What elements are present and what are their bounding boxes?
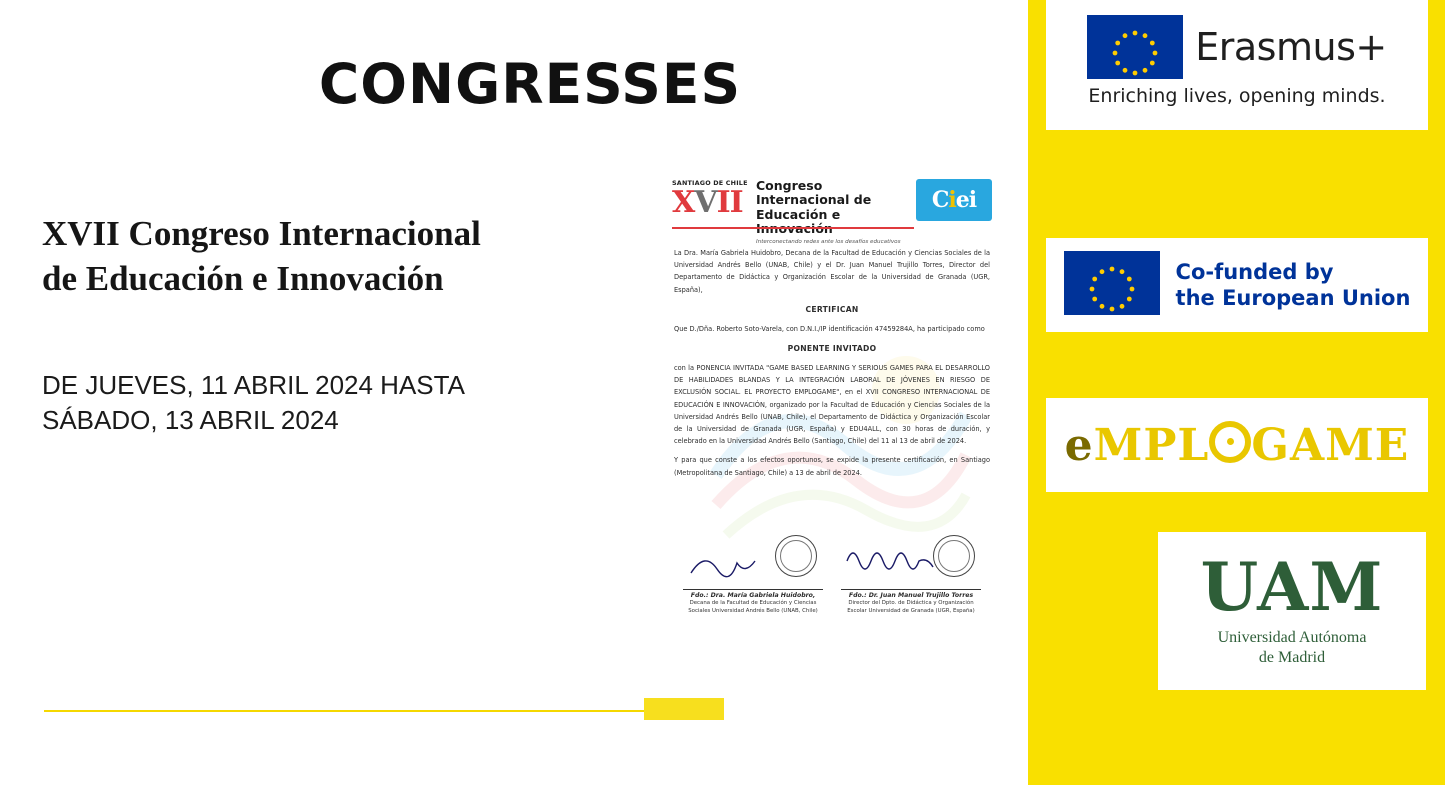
- certificate-closing-text: Y para que conste a los efectos oportunos, se expide la presente certificación, en Santiago (Metropolitana de Santiago, Chile) a 13 de abril de 2024.: [674, 456, 990, 477]
- certificate-title-line2: Educación e: [756, 206, 841, 222]
- signatory-name-2: Fdo.: Dr. Juan Manuel Trujillo Torres: [841, 589, 981, 599]
- emplogame-part1: e: [1064, 419, 1094, 471]
- congress-name: XVII Congreso Internacional de Educación e Innovación: [42, 214, 481, 298]
- emplogame-part3: GAME: [1251, 419, 1410, 471]
- certificate-header: [672, 179, 992, 245]
- uam-letters: UAM: [1200, 548, 1384, 626]
- cofunded-line2: the European Union: [1175, 286, 1411, 310]
- institutional-seal-2: [933, 535, 975, 577]
- cofunded-eu-logo: [1046, 238, 1428, 332]
- certificate-body: [674, 247, 990, 486]
- cofunded-text: [1176, 259, 1411, 312]
- uam-sub-line2: de Madrid: [1258, 649, 1326, 666]
- signature-block-2: [841, 527, 981, 615]
- erasmus-wordmark: Erasmus+: [1195, 25, 1387, 69]
- certificate-title-line1: Congreso Internacional de: [756, 178, 872, 208]
- bottom-accent-block: [644, 698, 724, 720]
- certificate-tagline: Interconectando redes ante los desafíos educativos: [756, 238, 901, 245]
- emplogame-part2: MPL: [1093, 419, 1210, 471]
- emplogame-o-icon: [1209, 421, 1251, 463]
- signatory-role-1: Decana de la Facultad de Educación y Ciencias Sociales Universidad Andrés Bello (UNAB, Chile): [688, 600, 818, 615]
- page-title: CONGRESSES: [318, 52, 742, 116]
- certificate-signatures: [674, 527, 990, 615]
- ciei-logo: C i ei: [916, 179, 992, 221]
- erasmus-tagline: Enriching lives, opening minds.: [1088, 85, 1386, 107]
- bottom-divider: [44, 710, 644, 712]
- certificate-image[interactable]: [668, 175, 996, 647]
- certificate-participant-line: Que D./Dña. Roberto Soto-Varela, con D.N.I./IP identificación 47459284A, ha participado como: [674, 324, 985, 333]
- certificate-rule: [672, 227, 914, 229]
- certificate-role-heading: PONENTE INVITADO: [787, 343, 877, 353]
- signature-scribble-1: [683, 527, 823, 589]
- signatory-name-1: Fdo.: Dra. María Gabriela Huidobro,: [683, 589, 823, 599]
- signature-block-1: [683, 527, 823, 615]
- uam-logo: [1158, 532, 1426, 690]
- signature-scribble-2: [841, 527, 981, 589]
- certificate-intro: La Dra. María Gabriela Huidobro, Decana de la Facultad de Educación y Ciencias Sociales de la Universidad Andrés Bello (UNAB, Chile) y el Dr. Juan Manuel Trujillo Torres, Director del Departamento de Didáctica y Organización Escolar de la Universidad de Granada (UGR, España),: [674, 249, 990, 294]
- certificate-main-text: con la PONENCIA INVITADA "GAME BASED LEARNING Y SERIOUS GAMES PARA EL DESARROLLO DE HABILIDADES BLANDAS Y LA INTEGRACIÓN LABORAL DE JÓVENES EN RIESGO DE EXCLUSIÓN SOCIAL. EL PROYECTO EMPLOGAME", en el XVII CONGRESO INTERNACIONAL DE EDUCACIÓN E INNOVACIÓN, organizado por la Facultad de Educación y Ciencias Sociales de la Universidad Andrés Bello (UNAB, Chile), el Departamento de Didáctica y Organización Escolar de la Universidad de Granada (UGR, España) y EDU4ALL, con 30 horas de duración, y celebrado en la Universidad Andrés Bello (Santiago, Chile) del 11 al 13 de abril de 2024.: [674, 364, 990, 446]
- erasmus-plus-logo: [1046, 0, 1428, 130]
- uam-subtitle: [1218, 628, 1367, 668]
- emplogame-wordmark: [1065, 420, 1410, 471]
- certificate-certify-heading: CERTIFICAN: [805, 304, 859, 314]
- institutional-seal-1: [775, 535, 817, 577]
- cofunded-line1: Co-funded by: [1175, 259, 1334, 284]
- eu-flag-icon: [1087, 15, 1183, 79]
- uam-sub-line1: Universidad Autónoma: [1217, 629, 1367, 646]
- emplogame-logo: [1046, 398, 1428, 492]
- signatory-role-2: Director del Dpto. de Didáctica y Organización Escolar Universidad de Granada (UGR, España): [847, 600, 975, 615]
- certificate-edition: XVII: [672, 185, 743, 220]
- certificate-santiago-label: SANTIAGO DE CHILE: [672, 179, 748, 187]
- eu-flag-icon: [1064, 251, 1160, 320]
- congress-dates: DE JUEVES, 11 ABRIL 2024 HASTA SÁBADO, 13 ABRIL 2024: [42, 370, 464, 435]
